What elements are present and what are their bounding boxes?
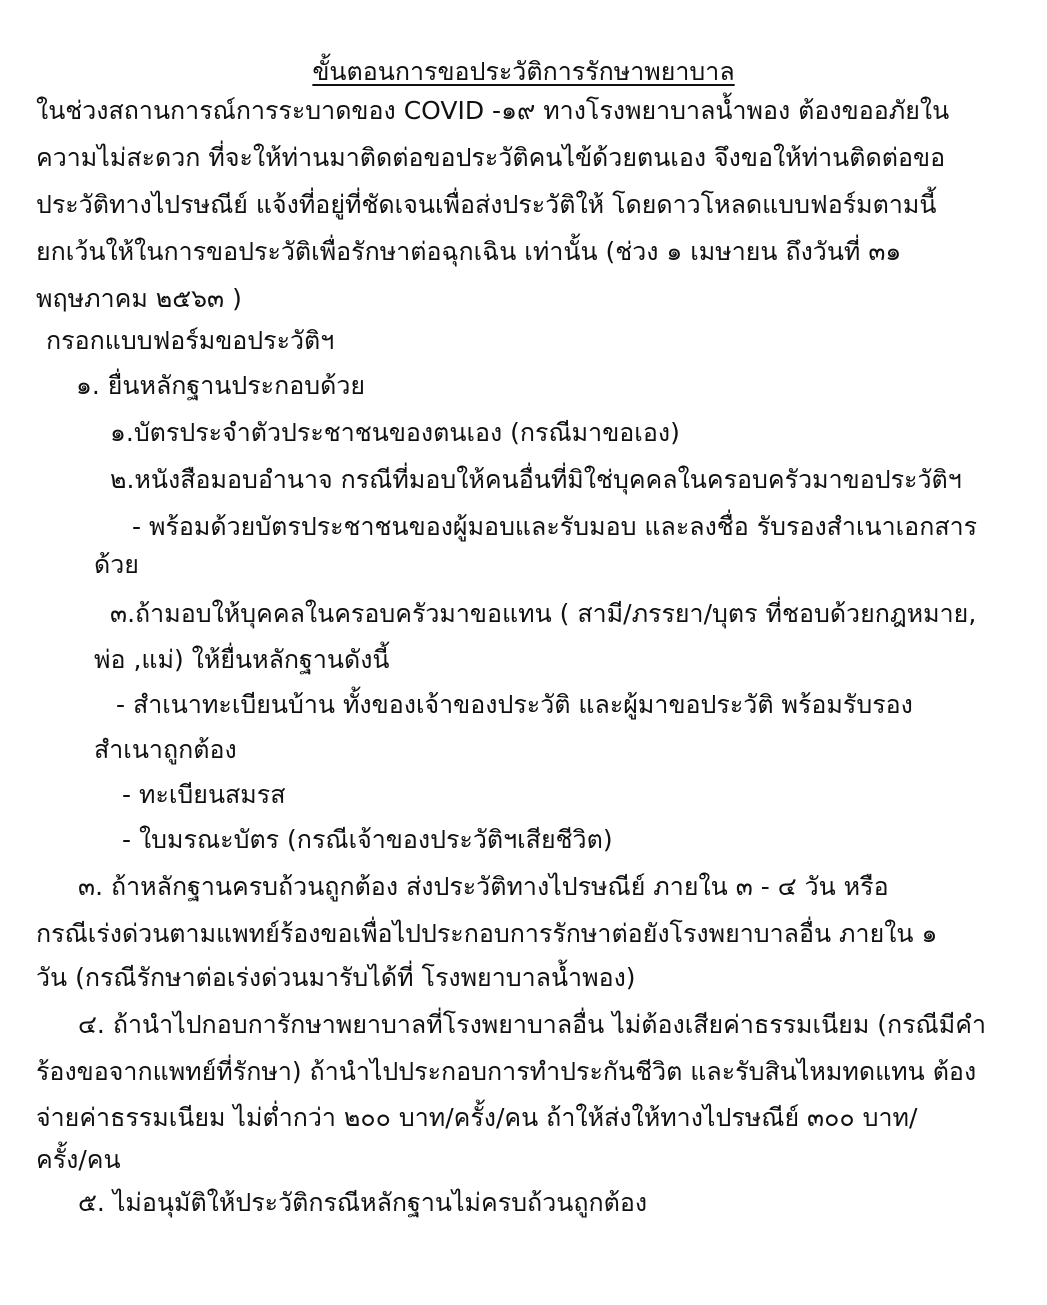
item-1-sub-3-detail: - ใบมรณะบัตร (กรณีเจ้าของประวัติฯเสียชีวิต) (122, 825, 613, 854)
document-title: ขั้นตอนการขอประวัติการรักษาพยาบาล (312, 57, 735, 86)
item-1-sub-3: พ่อ ,แม่) ให้ยื่นหลักฐานดังนี้ (94, 645, 390, 674)
item-1-heading: ๑. ยื่นหลักฐานประกอบด้วย (76, 371, 366, 400)
item-1-sub-2: ๒.หนังสือมอบอำนาจ กรณีที่มอบให้คนอื่นที่มิใช่บุคคลในครอบครัวมาขอประวัติฯ (110, 465, 962, 494)
intro-line: ยกเว้นให้ในการขอประวัติเพื่อรักษาต่อฉุกเฉิน เท่านั้น (ช่วง ๑ เมษายน ถึงวันที่ ๓๑ (36, 237, 902, 266)
intro-line: ในช่วงสถานการณ์การระบาดของ COVID -๑๙ ทางโรงพยาบาลน้ำพอง ต้องขออภัยใน (36, 96, 950, 125)
item-1-sub-3-detail: - ทะเบียนสมรส (122, 780, 286, 809)
item-1-sub-3: ๓.ถ้ามอบให้บุคคลในครอบครัวมาขอแทน ( สามี/ภรรยา/บุตร ที่ชอบด้วยกฎหมาย, (110, 599, 977, 628)
intro-line: พฤษภาคม ๒๕๖๓ ) (36, 284, 242, 313)
item-3-line: ๓. ถ้าหลักฐานครบถ้วนถูกต้อง ส่งประวัติทางไปรษณีย์ ภายใน ๓ - ๔ วัน หรือ (78, 872, 889, 901)
item-4-line: จ่ายค่าธรรมเนียม ไม่ต่ำกว่า ๒๐๐ บาท/ครั้ง/คน ถ้าให้ส่งให้ทางไปรษณีย์ ๓๐๐ บาท/ (36, 1103, 918, 1132)
item-3-line: วัน (กรณีรักษาต่อเร่งด่วนมารับได้ที่ โรงพยาบาลน้ำพอง) (36, 963, 636, 992)
item-4-line: ร้องขอจากแพทย์ที่รักษา) ถ้านำไปประกอบการทำประกันชีวิต และรับสินไหมทดแทน ต้อง (36, 1057, 977, 1086)
item-1-sub-2-detail: ด้วย (94, 550, 139, 579)
item-4-line: ๔. ถ้านำไปกอบการักษาพยาบาลที่โรงพยาบาลอื่น ไม่ต้องเสียค่าธรรมเนียม (กรณีมีคำ (78, 1010, 986, 1039)
form-heading: กรอกแบบฟอร์มขอประวัติฯ (46, 326, 335, 355)
item-1-sub-2-detail: - พร้อมด้วยบัตรประชาชนของผู้มอบและรับมอบ และลงชื่อ รับรองสำเนาเอกสาร (132, 512, 978, 541)
intro-line: ความไม่สะดวก ที่จะให้ท่านมาติดต่อขอประวัติคนไข้ด้วยตนเอง จึงขอให้ท่านติดต่อขอ (36, 143, 946, 172)
item-4-line: ครั้ง/คน (36, 1145, 121, 1174)
item-1-sub-3-detail: สำเนาถูกต้อง (94, 735, 237, 764)
item-1-sub-3-detail: - สำเนาทะเบียนบ้าน ทั้งของเจ้าของประวัติ และผู้มาขอประวัติ พร้อมรับรอง (116, 690, 913, 719)
item-5-line: ๕. ไม่อนุมัติให้ประวัติกรณีหลักฐานไม่ครบถ้วนถูกต้อง (78, 1188, 648, 1217)
intro-line: ประวัติทางไปรษณีย์ แจ้งที่อยู่ที่ชัดเจนเพื่อส่งประวัติให้ โดยดาวโหลดแบบฟอร์มตามนี้ (36, 190, 937, 219)
item-3-line: กรณีเร่งด่วนตามแพทย์ร้องขอเพื่อไปประกอบการรักษาต่อยังโรงพยาบาลอื่น ภายใน ๑ (36, 919, 938, 948)
item-1-sub-1: ๑.บัตรประจำตัวประชาชนของตนเอง (กรณีมาขอเอง) (110, 418, 680, 447)
